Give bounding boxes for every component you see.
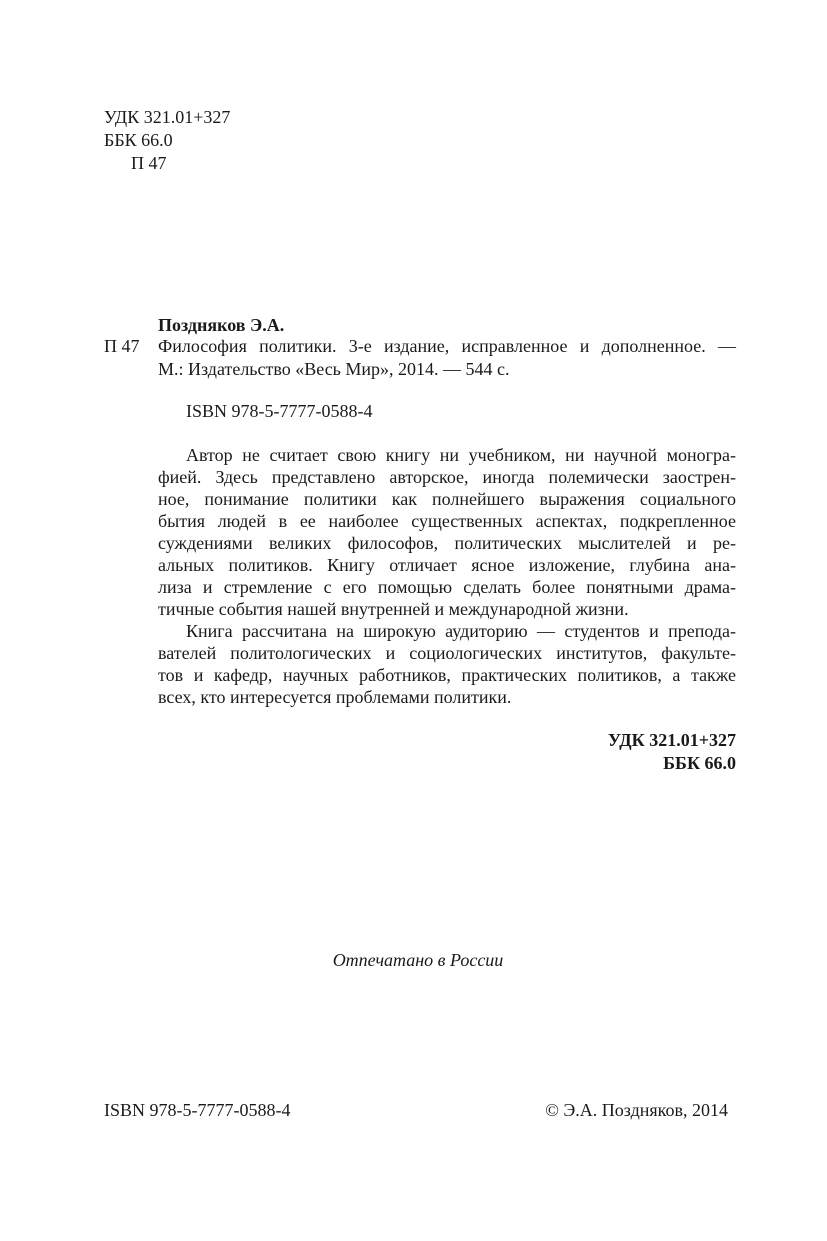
- classification-codes-bottom: [608, 729, 736, 775]
- annotation-line: суждениями великих философов, политических мыслителей и ре-: [158, 533, 736, 553]
- annotation-paragraph-2: [158, 620, 736, 708]
- isbn-record: ISBN 978-5-7777-0588-4: [186, 401, 373, 421]
- copyright-notice: © Э.А. Поздняков, 2014: [545, 1100, 728, 1120]
- udk-code: УДК 321.01+327: [104, 107, 231, 127]
- annotation-line: вателей политологических и социологических институтов, факульте-: [158, 643, 736, 663]
- annotation-line: альных политиков. Книгу отличает ясное изложение, глубина ана-: [158, 555, 736, 575]
- bbk-code-bold: ББК 66.0: [663, 753, 736, 773]
- author-name: Поздняков Э.А.: [158, 315, 285, 335]
- printed-in-note: Отпечатано в России: [332, 950, 504, 970]
- bbk-code: ББК 66.0: [104, 130, 173, 150]
- biblio-publisher-line: М.: Издательство «Весь Мир», 2014. — 544 с.: [158, 359, 510, 379]
- author-mark: П 47: [131, 153, 167, 173]
- annotation: [158, 444, 736, 708]
- annotation-paragraph-1: [158, 444, 736, 620]
- catalog-code: П 47: [104, 336, 140, 356]
- annotation-line: ное, понимание политики как полнейшего выражения социального: [158, 489, 736, 509]
- udk-code-bold: УДК 321.01+327: [607, 730, 736, 750]
- isbn-footer: ISBN 978-5-7777-0588-4: [104, 1100, 291, 1120]
- annotation-line: бытия людей в ее наиболее существенных аспектах, подкрепленное: [158, 511, 736, 531]
- annotation-line: тов и кафедр, научных работников, практических политиков, а также: [158, 665, 736, 685]
- annotation-line: Автор не считает свою книгу ни учебником, ни научной моногра-: [186, 445, 736, 465]
- annotation-line: Книга рассчитана на широкую аудиторию — студентов и препода-: [186, 621, 736, 641]
- annotation-line: фией. Здесь представлено авторское, иногда полемически заострен-: [158, 467, 736, 487]
- annotation-line: всех, кто интересуется проблемами политики.: [158, 687, 512, 707]
- annotation-line: тичные события нашей внутренней и международной жизни.: [158, 599, 629, 619]
- biblio-title-line: Философия политики. 3-е издание, исправленное и дополненное. —: [158, 336, 736, 356]
- bibliographic-description: [158, 335, 736, 381]
- annotation-line: лиза и стремление с его помощью сделать более понятными драма-: [158, 577, 736, 597]
- classification-codes-top: [104, 106, 230, 175]
